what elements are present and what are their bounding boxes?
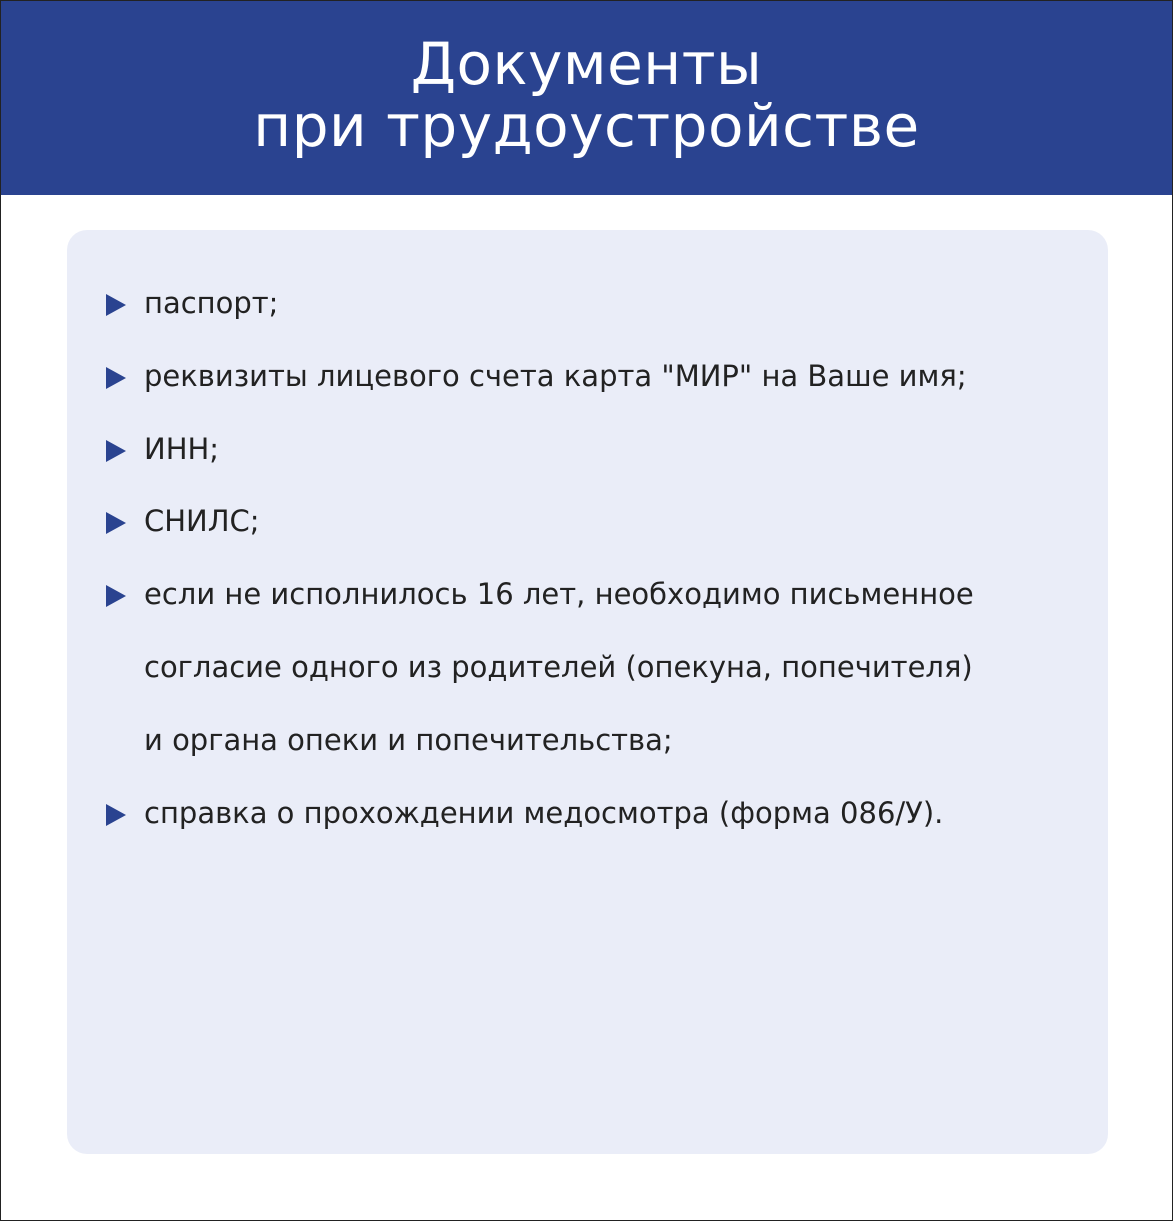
page-title-line-1: Документы [410,30,763,98]
triangle-bullet-icon [106,440,126,462]
documents-panel [67,230,1108,1154]
triangle-bullet-icon [106,512,126,534]
list-item-text-line-1: если не исполнилось 16 лет, необходимо письменное [144,577,974,612]
list-item-text-line-3: и органа опеки и попечительства; [144,722,673,757]
documents-list [105,267,1095,849]
list-item-inn [105,413,1095,486]
triangle-bullet-icon [106,804,126,826]
triangle-bullet-icon [106,294,126,316]
list-item-text: ИНН; [144,431,220,466]
list-item-medical-certificate [105,777,1095,850]
list-item-text: реквизиты лицевого счета карта "МИР" на Ваше имя; [144,358,967,393]
list-item-text-line-2: согласие одного из родителей (опекуна, попечителя) [144,649,973,684]
list-item-text: СНИЛС; [144,504,260,539]
page-title-line-2: при трудоустройстве [253,92,920,160]
list-item-snils [105,485,1095,558]
triangle-bullet-icon [106,585,126,607]
list-item-parental-consent [105,558,1095,776]
header-banner [1,1,1172,195]
list-item-passport [105,267,1095,340]
list-item-text: справка о прохождении медосмотра (форма 086/У). [144,795,944,830]
triangle-bullet-icon [106,367,126,389]
list-item-bank-details [105,340,1095,413]
list-item-text: паспорт; [144,286,279,320]
